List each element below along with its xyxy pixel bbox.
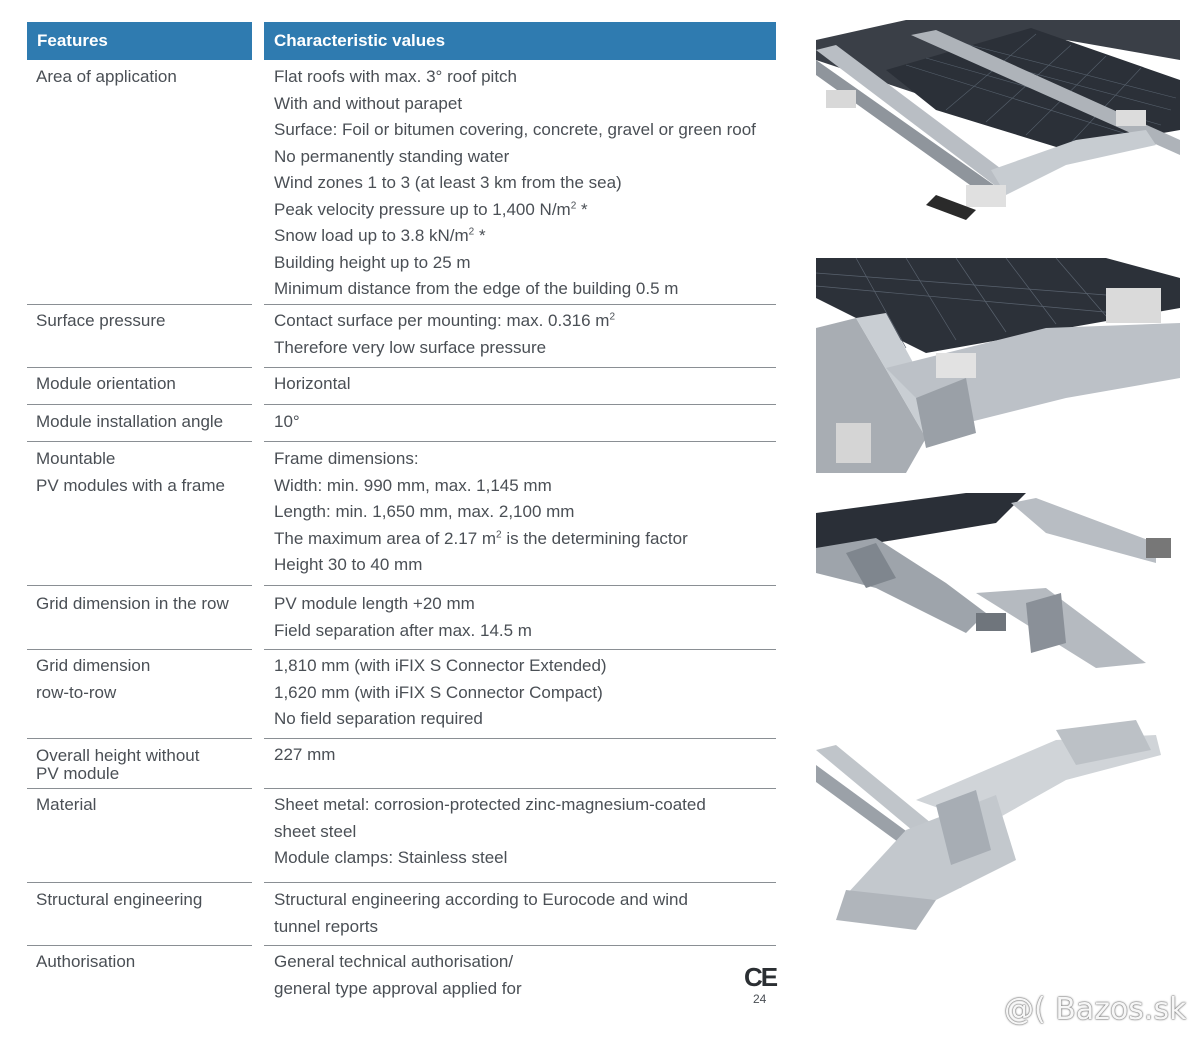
values-area-of-application: Flat roofs with max. 3° roof pitch With and without parapet Surface: Foil or bitumen covering, concrete, gravel or green roof No permanently standing water Wind zones 1 to 3 (at least 3 km from the sea) Peak velocity pressure up to 1,400 $N/m^2$ * Snow load up to 3.8 $kN/m^2$ * Building height up to 25 m Minimum distance from the edge of the building 0.5 m bbox=[274, 67, 756, 298]
features-header: Features bbox=[27, 22, 252, 60]
values-surface-pressure: Contact surface per mounting: max. 0.316 $m^2$ Therefore very low surface pressure bbox=[274, 311, 616, 357]
row-divider bbox=[27, 404, 252, 405]
row-divider bbox=[264, 882, 776, 883]
feature-grid-dimension-in-row: Grid dimension in the row bbox=[36, 594, 229, 613]
mounting-photo-4 bbox=[816, 710, 1180, 950]
feature-module-installation-angle: Module installation angle bbox=[36, 412, 224, 431]
values-structural-engineering: Structural engineering according to Eurocode and wind tunnel reports bbox=[274, 890, 688, 936]
mounting-photo-1 bbox=[816, 20, 1180, 235]
row-divider bbox=[264, 304, 776, 305]
mounting-photo-3 bbox=[816, 493, 1180, 673]
feature-authorisation: Authorisation bbox=[36, 952, 136, 971]
row-divider bbox=[27, 367, 252, 368]
values-module-orientation: Horizontal bbox=[274, 374, 351, 393]
feature-area-of-application: Area of application bbox=[36, 67, 177, 86]
row-divider bbox=[264, 788, 776, 789]
values-grid-dimension-row-to-row: 1,810 mm (with iFIX S Connector Extended) 1,620 mm (with iFIX S Connector Compact) No field separation required bbox=[274, 656, 607, 728]
values-header: Characteristic values bbox=[264, 22, 776, 60]
row-divider bbox=[27, 304, 252, 305]
row-divider bbox=[264, 441, 776, 442]
row-divider bbox=[27, 649, 252, 650]
row-divider bbox=[264, 404, 776, 405]
values-module-installation-angle: 10° bbox=[274, 412, 300, 431]
row-divider bbox=[264, 945, 776, 946]
feature-structural-engineering: Structural engineering bbox=[36, 890, 203, 909]
values-overall-height: 227 mm bbox=[274, 745, 336, 764]
mounting-photo-2 bbox=[816, 258, 1180, 473]
row-divider bbox=[264, 585, 776, 586]
values-material: Sheet metal: corrosion-protected zinc-magnesium-coated sheet steel Module clamps: Stainless steel bbox=[274, 795, 706, 867]
ce-mark: CE bbox=[744, 962, 777, 992]
values-authorisation: General technical authorisation/ general type approval applied for bbox=[274, 952, 522, 998]
page-number: 24 bbox=[753, 992, 767, 1006]
values-grid-dimension-in-row: PV module length +20 mm Field separation after max. 14.5 m bbox=[274, 594, 532, 640]
row-divider bbox=[264, 367, 776, 368]
feature-overall-height: Overall height without PV module bbox=[36, 746, 200, 783]
row-divider bbox=[27, 738, 252, 739]
values-mountable-pv-modules: Frame dimensions: Width: min. 990 mm, max. 1,145 mm Length: min. 1,650 mm, max. 2,100 mm The maximum area of 2.17 $m^2$ is the determining factor Height 30 to 40 mm bbox=[274, 449, 688, 574]
feature-grid-dimension-row-to-row: Grid dimension row-to-row bbox=[36, 656, 151, 702]
row-divider bbox=[264, 649, 776, 650]
row-divider bbox=[27, 945, 252, 946]
feature-mountable-pv-modules: Mountable PV modules with a frame bbox=[36, 449, 225, 495]
feature-material: Material bbox=[36, 795, 97, 814]
watermark: @( Bazos.sk bbox=[1004, 992, 1187, 1027]
row-divider bbox=[27, 441, 252, 442]
row-divider bbox=[27, 882, 252, 883]
row-divider bbox=[27, 788, 252, 789]
row-divider bbox=[27, 585, 252, 586]
row-divider bbox=[264, 738, 776, 739]
feature-module-orientation: Module orientation bbox=[36, 374, 176, 393]
feature-surface-pressure: Surface pressure bbox=[36, 311, 166, 330]
